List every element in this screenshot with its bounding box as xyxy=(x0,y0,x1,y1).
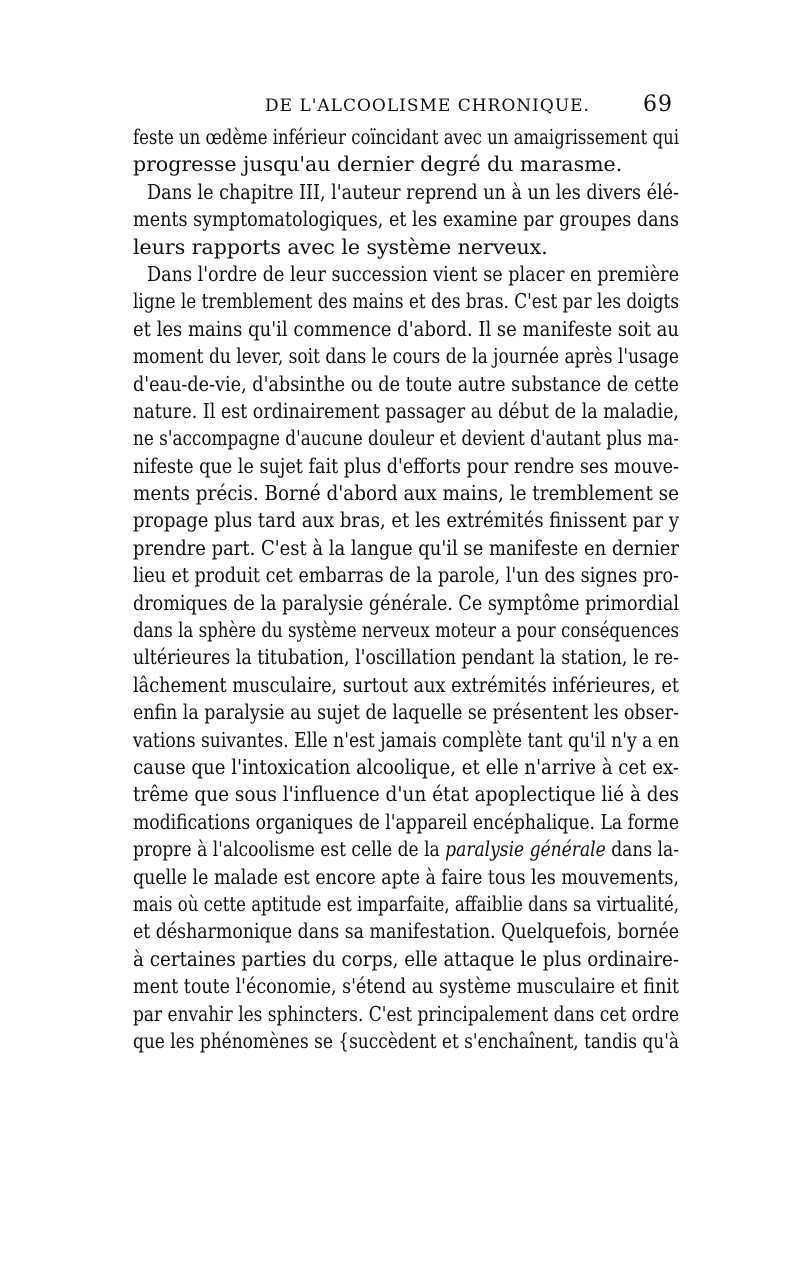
text-line: moment du lever, soit dans le cours de la journée après l'usage xyxy=(133,344,679,369)
text-fragment: dans la- xyxy=(605,837,679,862)
text-line: ments précis. Borné d'abord aux mains, le tremblement se xyxy=(133,481,679,506)
running-title: DE L'ALCOOLISME CHRONIQUE. xyxy=(265,96,590,116)
text-line: d'eau-de-vie, d'absinthe ou de toute autre substance de cette xyxy=(133,371,679,396)
text-line: leurs rapports avec le système nerveux. xyxy=(133,234,548,259)
text-line: par envahir les sphincters. C'est principalement dans cet ordre xyxy=(133,1001,679,1026)
text-line: nature. Il est ordinairement passager au début de la maladie, xyxy=(133,398,679,423)
text-line: à certaines parties du corps, elle attaque le plus ordinaire- xyxy=(133,946,679,971)
text-line: ne s'accompagne d'aucune douleur et devient d'autant plus ma- xyxy=(133,426,679,451)
page-number: 69 xyxy=(643,92,673,117)
text-line: ments symptomatologiques, et les examine par groupes dans xyxy=(133,207,679,232)
text-line: mais où cette aptitude est imparfaite, affaiblie dans sa virtualité, xyxy=(133,891,679,916)
text-line: nifeste que le sujet fait plus d'efforts pour rendre ses mouve- xyxy=(133,453,679,478)
italic-term: paralysie générale xyxy=(445,837,606,862)
text-line: feste un œdème inférieur coïncidant avec un amaigrissement qui xyxy=(133,125,679,149)
running-head xyxy=(133,92,681,124)
text-line: Dans l'ordre de leur succession vient se placer en première xyxy=(147,261,679,286)
text-line: ment toute l'économie, s'étend au système musculaire et finit xyxy=(133,974,679,999)
text-line: vations suivantes. Elle n'est jamais complète tant qu'il n'y a en xyxy=(133,727,679,752)
text-line: cause que l'intoxication alcoolique, et elle n'arrive à cet ex- xyxy=(133,754,679,779)
text-line: que les phénomènes se {succèdent et s'enchaînent, tandis qu'à xyxy=(133,1028,679,1053)
text-line: dromiques de la paralysie générale. Ce symptôme primordial xyxy=(133,590,679,615)
text-line: propage plus tard aux bras, et les extrémités finissent par y xyxy=(133,508,679,533)
text-line: modifications organiques de l'appareil encéphalique. La forme xyxy=(133,809,679,834)
text-fragment: propre à l'alcoolisme est celle de la xyxy=(133,837,446,862)
text-line: lâchement musculaire, surtout aux extrémités inférieures, et xyxy=(133,672,679,697)
text-line: et désharmonique dans sa manifestation. Quelquefois, bornée xyxy=(133,919,679,944)
text-line: dans la sphère du système nerveux moteur a pour conséquences xyxy=(133,618,679,643)
body-text xyxy=(133,124,679,1055)
text-line: ligne le tremblement des mains et des bras. C'est par les doigts xyxy=(133,289,679,314)
text-line: progresse jusqu'au dernier degré du marasme. xyxy=(133,152,623,177)
text-line: trême que sous l'influence d'un état apoplectique lié à des xyxy=(133,782,679,807)
text-line: Dans le chapitre III, l'auteur reprend un à un les divers élé- xyxy=(147,179,679,204)
text-line-with-italic xyxy=(133,836,679,863)
text-line: prendre part. C'est à la langue qu'il se manifeste en dernier xyxy=(133,535,679,560)
text-line: ultérieures la titubation, l'oscillation pendant la station, le re- xyxy=(133,645,679,670)
text-line: et les mains qu'il commence d'abord. Il se manifeste soit au xyxy=(133,316,679,341)
text-line: enfin la paralysie au sujet de laquelle se présentent les obser- xyxy=(133,700,679,725)
text-line: lieu et produit cet embarras de la parole, l'un des signes pro- xyxy=(133,563,679,588)
text-line: quelle le malade est encore apte à faire tous les mouvements, xyxy=(133,864,679,889)
